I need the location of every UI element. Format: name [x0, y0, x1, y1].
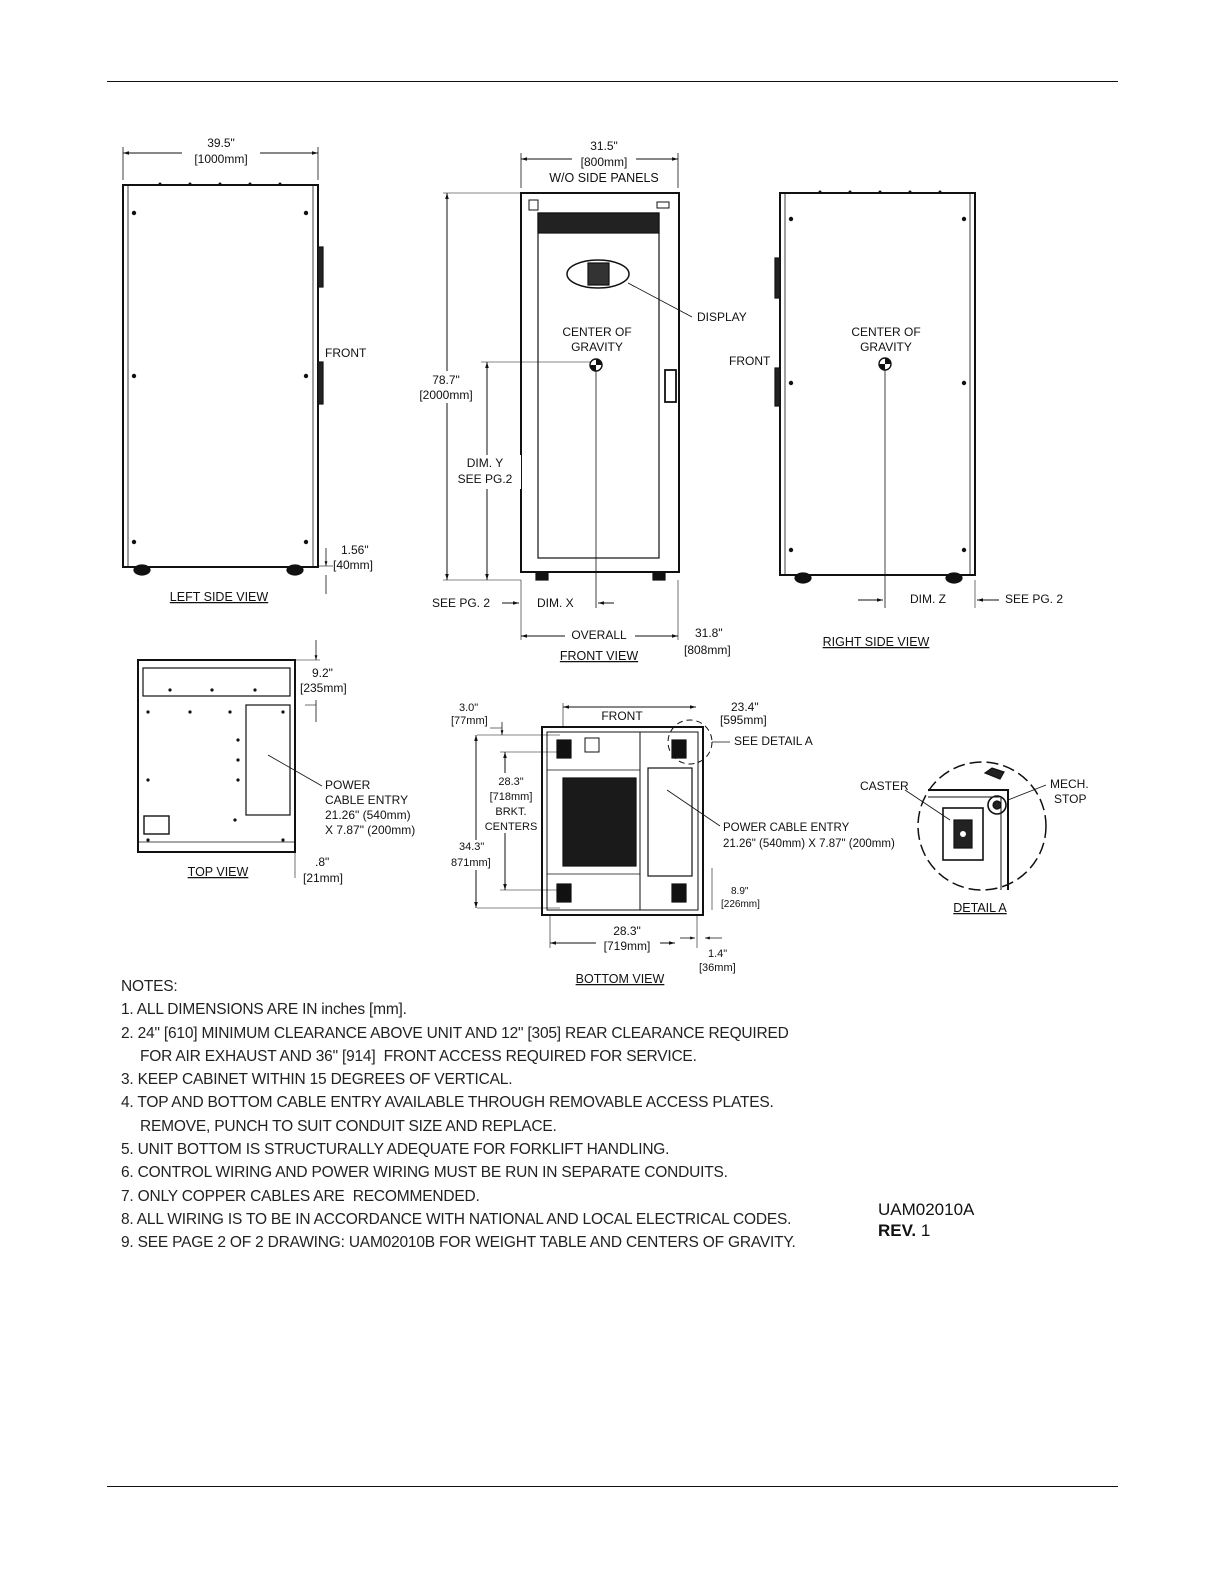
note-1: 1. ALL DIMENSIONS ARE IN inches [mm]. [121, 1001, 407, 1019]
note-9: 9. SEE PAGE 2 OF 2 DRAWING: UAM02010B FOR WEIGHT TABLE AND CENTERS OF GRAVITY. [121, 1234, 796, 1252]
bottom-power-label: POWER CABLE ENTRY [723, 822, 850, 834]
note-8: 8. ALL WIRING IS TO BE IN ACCORDANCE WITH NATIONAL AND LOCAL ELECTRICAL CODES. [121, 1210, 792, 1228]
revision-value: 1 [920, 1221, 931, 1240]
detail-a-title: DETAIL A [953, 901, 1007, 915]
bottom-d2-mm: [595mm] [720, 713, 767, 727]
brkt-in: 28.3" [498, 776, 524, 788]
bottom-d1-in: 3.0" [459, 702, 479, 714]
overall-mm: [808mm] [684, 643, 731, 657]
front-view-title: FRONT VIEW [559, 649, 639, 663]
see-detail-a: SEE DETAIL A [734, 734, 813, 748]
brkt-label-line4: CENTERS [484, 821, 538, 833]
note-2-cont: FOR AIR EXHAUST AND 36" [914] FRONT ACCESS REQUIRED FOR SERVICE. [140, 1047, 697, 1065]
front-cog-line2: GRAVITY [571, 340, 623, 354]
document-id: UAM02010A [878, 1200, 975, 1219]
top-power-line3: 21.26" (540mm) [325, 808, 411, 822]
bottom-d3-in: 8.9" [731, 886, 749, 897]
dim-y-line2: SEE PG.2 [457, 472, 513, 486]
revision-label: REV. [878, 1221, 917, 1240]
front-cabinet-body [521, 193, 679, 572]
front-width-in: 31.5" [590, 139, 618, 153]
bottom-d4-mm: [36mm] [699, 962, 736, 974]
right-side-view [729, 191, 1063, 650]
bottom-depth-in: 34.3" [459, 841, 485, 853]
brkt-mm: [718mm] [489, 791, 533, 803]
note-6: 6. CONTROL WIRING AND POWER WIRING MUST BE RUN IN SEPARATE CONDUITS. [121, 1164, 728, 1182]
document-id-block [878, 1199, 974, 1241]
revision [878, 1220, 974, 1241]
left-cabinet-body [123, 185, 318, 567]
top-power-line2: CABLE ENTRY [325, 793, 409, 807]
footer-rule [107, 1486, 1118, 1487]
front-vent-grille [538, 213, 659, 233]
top-depth-mm: [235mm] [300, 681, 347, 695]
bottom-d4-in: 1.4" [708, 948, 728, 960]
left-width-mm: [1000mm] [194, 152, 248, 166]
brkt-label-line3: BRKT. [495, 806, 527, 818]
bottom-depth-mm: 871mm] [451, 857, 491, 869]
top-view [138, 640, 415, 885]
bottom-view [446, 700, 895, 974]
door-handle [665, 370, 676, 402]
notes-heading: NOTES: [121, 978, 178, 995]
left-side-view-title: LEFT SIDE VIEW [169, 590, 269, 604]
display-label: DISPLAY [697, 310, 747, 324]
front-width-mm: [800mm] [580, 155, 628, 169]
caster-label: CASTER [860, 779, 909, 793]
left-rivets [132, 183, 308, 545]
top-power-line1: POWER [325, 778, 371, 792]
mech-line1: MECH. [1050, 777, 1089, 791]
right-side-view-title: RIGHT SIDE VIEW [822, 635, 930, 649]
right-cog-line1: CENTER OF [851, 325, 921, 339]
overall-in: 31.8" [695, 626, 723, 640]
top-power-line4: X 7.87" (200mm) [325, 823, 416, 837]
left-side-view [123, 136, 373, 604]
bottom-d2-in: 23.4" [731, 700, 759, 714]
bottom-power-dims: 21.26" (540mm) X 7.87" (200mm) [723, 838, 895, 850]
note-4: 4. TOP AND BOTTOM CABLE ENTRY AVAILABLE THROUGH REMOVABLE ACCESS PLATES. [121, 1094, 774, 1112]
bottom-width-mm: [719mm] [603, 939, 651, 953]
note-2: 2. 24" [610] MINIMUM CLEARANCE ABOVE UNIT AND 12" [305] REAR CLEARANCE REQUIRED [121, 1024, 789, 1042]
front-width-note: W/O SIDE PANELS [549, 171, 659, 185]
dim-z-label: DIM. Z [910, 592, 946, 606]
front-view [412, 139, 747, 663]
front-see-pg2: SEE PG. 2 [432, 596, 491, 610]
top-cable-entry-plate [246, 705, 290, 815]
top-offset-in: .8" [315, 855, 330, 869]
right-cabinet-body [780, 193, 975, 575]
front-cog-line1: CENTER OF [562, 325, 632, 339]
bottom-width-in: 28.3" [613, 924, 641, 938]
left-ground-in: 1.56" [341, 543, 369, 557]
left-front-label: FRONT [325, 346, 367, 360]
left-width-in: 39.5" [207, 136, 235, 150]
display-screen [588, 263, 609, 285]
note-4-cont: REMOVE, PUNCH TO SUIT CONDUIT SIZE AND REPLACE. [140, 1117, 557, 1135]
left-ground-mm: [40mm] [333, 558, 374, 572]
front-feet [536, 572, 665, 580]
bottom-vent-grid [563, 778, 636, 866]
note-3: 3. KEEP CABINET WITHIN 15 DEGREES OF VERTICAL. [121, 1071, 513, 1089]
bottom-front-label: FRONT [601, 709, 643, 723]
right-see-pg2: SEE PG. 2 [1005, 592, 1064, 606]
note-5: 5. UNIT BOTTOM IS STRUCTURALLY ADEQUATE FOR FORKLIFT HANDLING. [121, 1141, 670, 1159]
top-offset-mm: [21mm] [303, 871, 344, 885]
bottom-d1-mm: [77mm] [451, 715, 488, 727]
notes-block [121, 975, 881, 1255]
front-height-mm: [2000mm] [419, 388, 473, 402]
right-cog-line2: GRAVITY [860, 340, 912, 354]
top-cabinet-outline [138, 660, 295, 852]
dim-x-label: DIM. X [537, 596, 574, 610]
top-depth-in: 9.2" [312, 666, 333, 680]
mech-line2: STOP [1054, 792, 1087, 806]
top-view-title: TOP VIEW [187, 865, 249, 879]
right-front-label: FRONT [729, 354, 771, 368]
front-height-in: 78.7" [432, 373, 460, 387]
bottom-d3-mm: [226mm] [721, 899, 760, 910]
bottom-cable-entry-plate [648, 768, 692, 876]
note-7: 7. ONLY COPPER CABLES ARE RECOMMENDED. [121, 1187, 480, 1205]
dim-y-line1: DIM. Y [466, 456, 504, 470]
bottom-view-title: BOTTOM VIEW [575, 972, 665, 986]
overall-label: OVERALL [571, 628, 627, 642]
